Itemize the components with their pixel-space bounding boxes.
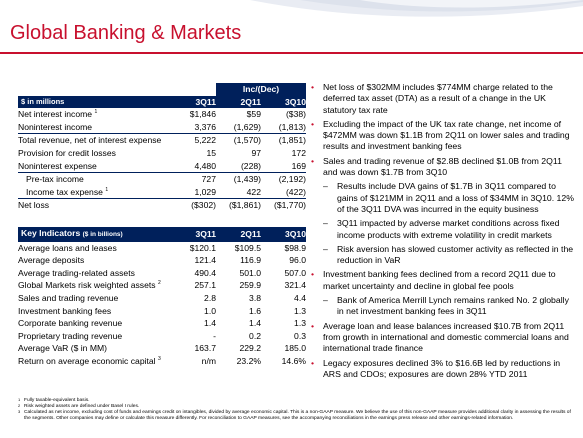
cell: 1.0 [204,305,216,316]
cell: 23.2% [236,355,261,366]
table-row [18,330,306,343]
cell: (2,192) [278,174,306,185]
table-row [18,242,306,255]
page-title: Global Banking & Markets [10,22,242,44]
row-label: Proprietary trading revenue [18,330,123,341]
row-label: Return on average economic capital [18,355,156,366]
cell: 15 [206,147,216,158]
row-label: Sales and trading revenue [18,292,119,303]
col-header: 3Q11 [171,227,216,242]
cell: 257.1 [194,280,216,291]
key-indicators-header [18,227,306,242]
footnote-ref: 2 [157,280,161,287]
cell: 507.0 [284,267,306,278]
cell: 490.4 [194,267,216,278]
bullet-item: • Sales and trading revenue of $2.8B declined $1.0B from 2Q11 and was down $1.7B from 3Q10 [311,156,576,179]
cell: $98.9 [284,242,306,253]
row-label: Average loans and leases [18,242,117,253]
cell: (422) [261,186,306,199]
footnote-number: 1 [18,397,21,402]
bullet-item: • Excluding the impact of the UK tax rate change, net income of $472MM was down $1.1B from 2Q11 on lower sales and trading results and investment banking fees [311,119,576,153]
table-row [18,279,306,292]
cell: $109.5 [234,242,261,253]
bullet-item: • Legacy exposures declined 3% to $16.6B led by reductions in ARS and CDOs; exposures are down 28% YTD 2011 [311,358,576,381]
col-header: 3Q10 [261,96,306,109]
col-header: 3Q10 [261,227,306,242]
col-header: 3Q11 [171,96,216,109]
table-row [18,147,306,160]
footnote [18,410,578,422]
cell: $120.1 [189,242,216,253]
row-label: Provision for credit losses [18,147,116,158]
income-table [18,83,306,212]
cell: ($1,861) [228,200,261,211]
cell: 0.2 [249,330,261,341]
unit-label: $ in millions [18,96,171,109]
cell: $59 [246,109,261,120]
table-row [18,355,306,368]
income-table-header [18,96,306,109]
footnote-text: Fully taxable-equivalent basis. [24,398,90,403]
cell: 1.3 [294,305,306,316]
row-label: Pre-tax income [26,174,84,185]
col-header: 2Q11 [216,96,261,109]
table-row [18,342,306,355]
sub-bullet-item: – 3Q11 impacted by adverse market conditions across fixed income products with extreme volatility in credit markets [311,218,576,241]
row-label: Average deposits [18,255,85,266]
table-row [18,254,306,267]
cell: ($38) [285,109,306,120]
cell: ($302) [191,200,216,211]
cell: 14.6% [281,355,306,366]
table-row [18,267,306,280]
table-row [18,108,306,121]
table-row [18,292,306,305]
cell: 172 [291,147,306,158]
cell: 2.8 [204,292,216,303]
table-row [18,199,306,212]
row-label: Investment banking fees [18,305,112,316]
table-row [18,121,306,134]
cell: (1,570) [233,135,261,146]
cell: 1.4 [204,318,216,329]
row-label: Noninterest expense [18,160,171,173]
cell: 3.8 [249,292,261,303]
footnote-number: 3 [18,409,21,414]
cell: 229.2 [239,343,261,354]
sub-bullet-item: – Bank of America Merrill Lynch remains ranked No. 2 globally in net investment banking fees in 3Q11 [311,295,576,318]
table-row [18,305,306,318]
title-divider [0,52,583,54]
inc-dec-band: Inc/(Dec) [216,83,306,96]
cell: 3,376 [171,121,216,134]
row-label: Net loss [18,200,50,211]
cell: 422 [216,186,261,199]
row-label: Average trading-related assets [18,267,135,278]
cell: 259.9 [239,280,261,291]
cell: 96.0 [289,255,306,266]
row-label: Income tax expense [26,186,103,197]
row-label: Total revenue, net of interest expense [18,135,162,146]
cell: 321.4 [284,280,306,291]
cell: 5,222 [194,135,216,146]
commentary-bullets [311,82,576,383]
cell: 727 [201,174,216,185]
cell: 185.0 [284,343,306,354]
row-label: Global Markets risk weighted assets [18,280,156,291]
footnote-ref: 3 [157,356,161,363]
row-label: Average VaR ($ in MM) [18,343,107,354]
cell: 121.4 [194,255,216,266]
bullet-item: • Average loan and lease balances increased $10.7B from 2Q11 from growth in international and domestic commercial loans and international trade finance [311,321,576,355]
cell: n/m [201,355,216,366]
cell: 4,480 [171,160,216,173]
row-label: Net interest income [18,109,93,120]
footnote-text: Calculated as net income, excluding cost of funds and earnings credit on intangibles, divided by average economic capital. This is a non-GAAP measure. We believe the use of this non-GAAP measure provides additional clarity in assessing the results of the segments. Other companies may define or calculate this measure differently. For reconciliation to GAAP measures, see the accompanying reconciliations in the earnings press release and other earnings-related information. [24,410,571,421]
footnote-text: Risk weighted assets are defined under Basel I rules. [24,404,140,409]
cell: 1.3 [294,318,306,329]
footnote-number: 2 [18,403,21,408]
table-row [18,134,306,147]
cell: (1,439) [233,174,261,185]
bullet-item: • Investment banking fees declined from a record 2Q11 due to market uncertainty and decline in global fee pools [311,269,576,292]
cell: (228) [216,160,261,173]
cell: $1,846 [189,109,216,120]
cell: ($1,770) [273,200,306,211]
cell: 4.4 [294,292,306,303]
key-indicators-title: Key Indicators [21,228,81,238]
unit-label: ($ in billions) [82,231,123,238]
cell: - [213,330,216,341]
row-label: Noninterest income [18,121,171,134]
cell: 0.3 [294,330,306,341]
cell: 1,029 [171,186,216,199]
footnotes [18,398,578,422]
cell: (1,629) [216,121,261,134]
key-indicators-table [18,227,306,368]
cell: (1,813) [261,121,306,134]
cell: 501.0 [239,267,261,278]
cell: 169 [261,160,306,173]
col-header: 2Q11 [216,227,261,242]
cell: 163.7 [194,343,216,354]
cell: 1.4 [249,318,261,329]
sub-bullet-item: – Results include DVA gains of $1.7B in 3Q11 compared to gains of $121MM in 2Q11 and a loss of $34MM in 3Q10. 12% of the 3Q11 DVA was incurred in the equity business [311,181,576,215]
bullet-item: • Net loss of $302MM includes $774MM charge related to the deferred tax asset (DTA) as a result of a change in the UK statutory tax rate [311,82,576,116]
cell: 116.9 [240,255,261,266]
sub-bullet-item: – Risk aversion has slowed customer activity as reflected in the reduction in VaR [311,244,576,267]
cell: 97 [251,147,261,158]
row-label: Corporate banking revenue [18,318,123,329]
table-row [18,173,306,186]
cell: 1.6 [249,305,261,316]
table-row [18,317,306,330]
footnote-ref: 1 [94,109,98,116]
footnote-ref: 1 [105,186,109,193]
table-row [18,160,306,173]
table-row [18,186,306,199]
cell: (1,851) [278,135,306,146]
